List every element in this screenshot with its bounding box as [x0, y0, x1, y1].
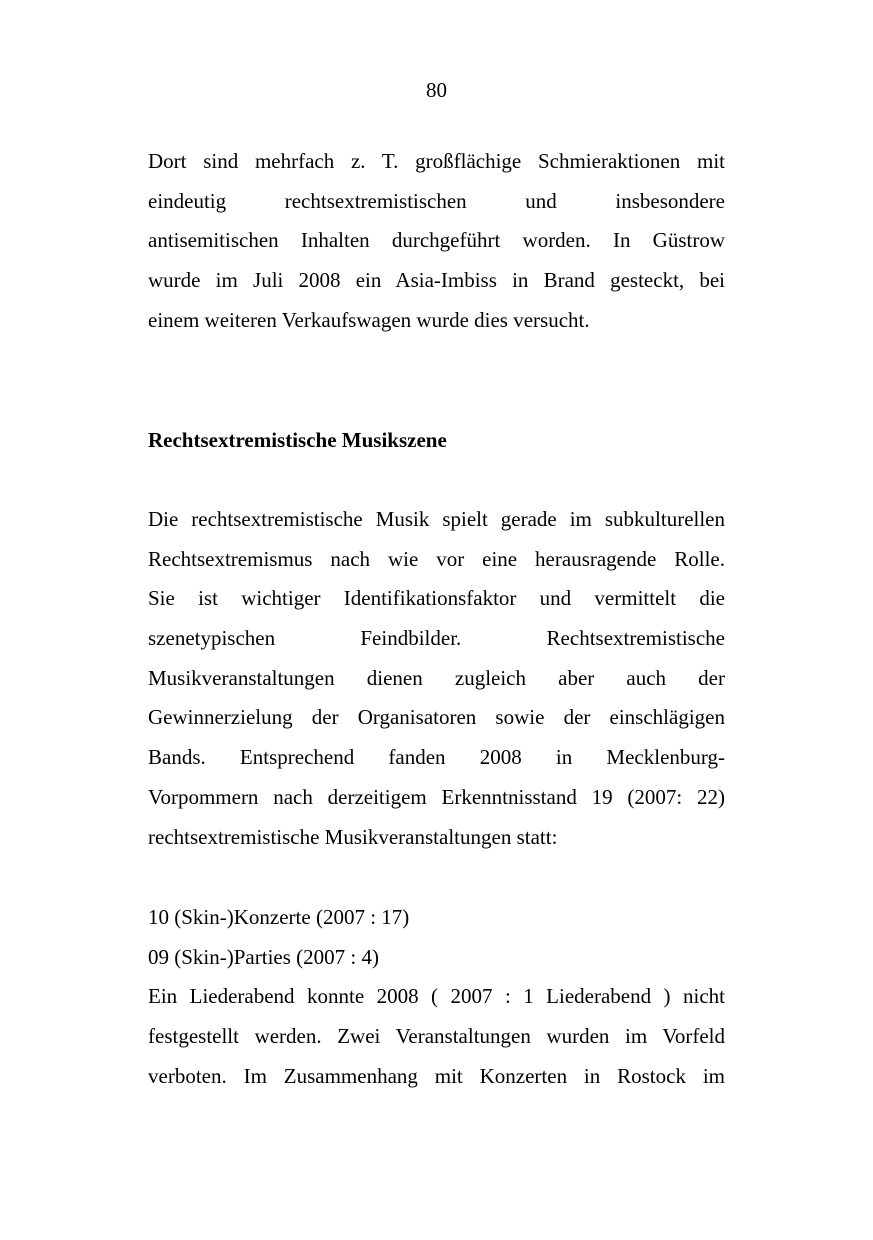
- text-line: Vorpommern nach derzeitigem Erkenntnisstand 19 (2007: 22): [148, 784, 725, 809]
- list-item: 10 (Skin-)Konzerte (2007 : 17): [148, 905, 410, 929]
- text-line: szenetypischen Feindbilder. Rechtsextremistische: [148, 626, 725, 651]
- paragraph-music-scene: [148, 500, 725, 857]
- text-line: Musikveranstaltungen dienen zugleich aber auch der: [148, 665, 725, 690]
- text-line: wurde im Juli 2008 ein Asia-Imbiss in Brand gesteckt, bei: [148, 268, 725, 293]
- text-line: Dort sind mehrfach z. T. großflächige Schmieraktionen mit: [148, 149, 725, 173]
- text-line: Gewinnerzielung der Organisatoren sowie der einschlägigen: [148, 705, 725, 730]
- text-line: verboten. Im Zusammenhang mit Konzerten in Rostock im: [148, 1063, 725, 1088]
- text-line: eindeutig rechtsextremistischen und insbesondere: [148, 188, 725, 213]
- text-line: Sie ist wichtiger Identifikationsfaktor und vermittelt die: [148, 586, 725, 611]
- text-line: Ein Liederabend konnte 2008 ( 2007 : 1 Liederabend ) nicht: [148, 984, 725, 1009]
- text-line: rechtsextremistische Musikveranstaltungen statt:: [148, 824, 558, 849]
- text-line: einem weiteren Verkaufswagen wurde dies versucht.: [148, 307, 590, 332]
- page-number: 80: [426, 78, 447, 102]
- list-item: 09 (Skin-)Parties (2007 : 4): [148, 944, 379, 969]
- text-line: antisemitischen Inhalten durchgeführt worden. In Güstrow: [148, 228, 725, 253]
- text-line: festgestellt werden. Zwei Veranstaltungen wurden im Vorfeld: [148, 1024, 725, 1049]
- text-line: Bands. Entsprechend fanden 2008 in Mecklenburg-: [148, 745, 725, 770]
- text-line: Rechtsextremismus nach wie vor eine herausragende Rolle.: [148, 546, 725, 571]
- section-heading: Rechtsextremistische Musikszene: [148, 428, 447, 452]
- paragraph-graffiti-incidents: [148, 142, 725, 340]
- text-line: Die rechtsextremistische Musik spielt gerade im subkulturellen: [148, 507, 725, 531]
- event-statistics: [148, 898, 725, 1096]
